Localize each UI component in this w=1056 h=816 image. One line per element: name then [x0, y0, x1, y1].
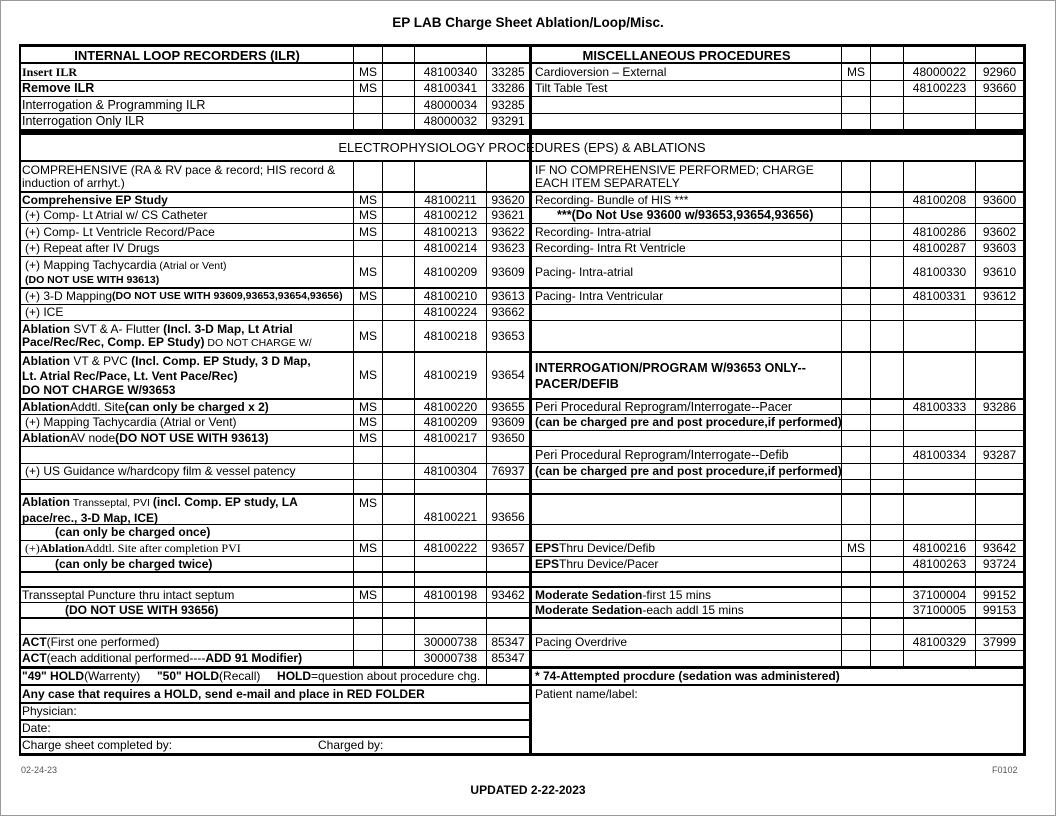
divider	[841, 44, 842, 132]
cpt-code: 93603	[982, 241, 1017, 255]
date-field[interactable]: Date:	[22, 721, 51, 735]
charge-code: 48100221	[423, 510, 478, 524]
footer-date-code: 02-24-23	[21, 765, 58, 775]
ilr-desc: Remove ILR	[22, 81, 95, 95]
mapping-3d: (+) 3-D Mapping (DO NOT USE WITH 93609,93653,93654,93656)	[25, 289, 343, 303]
cpt-code: 93620	[491, 193, 525, 207]
footer-form-code: F0102	[992, 765, 1018, 775]
charged-twice-note: (can only be charged twice)	[55, 557, 213, 571]
ablation-av-node: Ablation AV node (DO NOT USE WITH 93613)	[22, 431, 269, 445]
cpt-code: 93613	[491, 289, 525, 303]
divider	[486, 669, 487, 684]
divider	[841, 160, 842, 666]
divider	[870, 44, 871, 132]
repeat-iv-drugs: (+) Repeat after IV Drugs	[25, 241, 160, 255]
mapping-tachycardia: (+) Mapping Tachycardia (Atrial or Vent) (DO NOT USE WITH 93613)	[25, 258, 227, 286]
charge-code: 48100286	[912, 224, 967, 239]
reprogram-defib: Peri Procedural Reprogram/Interrogate--Defib	[535, 447, 789, 462]
cpt-code: 93657	[491, 541, 525, 555]
ms-flag: MS	[847, 541, 865, 555]
cpt-code: 85347	[491, 635, 525, 649]
cpt-code: 93650	[491, 431, 525, 445]
comp-ep-study: Comprehensive EP Study	[22, 193, 168, 207]
ms-flag: MS	[359, 64, 377, 79]
cpt-code: 93610	[982, 264, 1017, 279]
cpt-code: 85347	[491, 651, 525, 665]
us-guidance: (+) US Guidance w/hardcopy film & vessel patency	[25, 464, 296, 478]
divider	[870, 160, 871, 666]
charge-code: 48100209	[423, 415, 478, 429]
charge-code: 48100330	[912, 264, 967, 279]
charge-code: 37100004	[912, 588, 967, 602]
charge-code: 48100216	[912, 541, 967, 555]
charge-code: 48100218	[423, 328, 478, 343]
ms-flag: MS	[359, 193, 377, 207]
no-comprehensive-note: IF NO COMPREHENSIVE PERFORMED; CHARGE EACH ITEM SEPARATELY	[535, 162, 814, 190]
ablation-addtl-site: Ablation Addtl. Site (can only be charged x 2)	[22, 400, 269, 414]
cpt-code: 93653	[491, 328, 525, 343]
eps-thru-device-pacer: EPS Thru Device/Pacer	[535, 557, 659, 571]
cpt-code: 93642	[982, 541, 1017, 555]
cpt-code: 37999	[982, 635, 1017, 649]
comp-lt-atrial: (+) Comp- Lt Atrial w/ CS Catheter	[25, 208, 208, 222]
cpt-code: 93600	[982, 193, 1017, 207]
ablation-svt: Ablation SVT & A- Flutter (Incl. 3-D Map, Lt Atrial Pace/Rec/Rec, Comp. EP Study) DO NOT CHARGE W/	[22, 322, 312, 349]
cpt-code: 93609	[491, 264, 525, 279]
not-use-93656-note: (DO NOT USE WITH 93656)	[65, 603, 219, 617]
cpt-code: 99153	[982, 603, 1017, 617]
ms-flag: MS	[359, 328, 377, 343]
cpt-code: 33285	[491, 64, 525, 79]
charge-code: 48000034	[423, 97, 478, 112]
pre-post-note: (can be charged pre and post procedure,if performed)	[535, 464, 842, 478]
charge-code: 48100340	[423, 64, 478, 79]
divider	[382, 44, 383, 132]
updated-date: UPDATED 2-22-2023	[470, 783, 586, 797]
reprogram-pacer: Peri Procedural Reprogram/Interrogate--Pacer	[535, 400, 793, 414]
ice: (+) ICE	[25, 305, 64, 319]
ms-flag: MS	[359, 400, 377, 414]
mapping-tachycardia-2: (+) Mapping Tachycardia (Atrial or Vent)	[25, 415, 237, 429]
divider	[19, 617, 1026, 619]
divider	[19, 479, 1026, 480]
ablation-vt: Ablation VT & PVC (Incl. Comp. EP Study, 3 D Map, Lt. Atrial Rec/Pace, Lt. Vent Pace/Rec) DO NOT CHARGE W/93653	[22, 354, 311, 397]
charge-code: 48100287	[912, 241, 967, 255]
charge-code: 48100331	[912, 289, 967, 303]
ms-flag: MS	[359, 541, 377, 555]
physician-field[interactable]: Physician:	[22, 704, 77, 718]
ms-flag: MS	[359, 588, 377, 602]
cpt-code: 93724	[982, 557, 1017, 571]
page-title: EP LAB Charge Sheet Ablation/Loop/Misc.	[392, 15, 664, 30]
charge-code: 48000032	[423, 114, 478, 128]
moderate-sedation-addl: Moderate Sedation -each addl 15 mins	[535, 603, 744, 617]
charge-code: 48100217	[423, 431, 478, 445]
moderate-sedation-first: Moderate Sedation -first 15 mins	[535, 588, 712, 602]
cpt-code: 76937	[491, 464, 525, 478]
charge-code: 48100333	[912, 400, 967, 414]
completed-by-field[interactable]: Charge sheet completed by:	[22, 738, 173, 752]
cpt-code: 93287	[982, 447, 1017, 462]
border	[19, 753, 1026, 756]
charge-code: 48100224	[423, 305, 478, 319]
charge-code: 48100209	[423, 264, 478, 279]
act-first: ACT (First one performed)	[22, 635, 160, 649]
charge-code: 48100220	[423, 400, 478, 414]
interrogation-program-header: INTERROGATION/PROGRAM W/93653 ONLY--PACER/DEFIB	[535, 360, 806, 391]
ms-flag: MS	[359, 208, 377, 222]
ms-flag: MS	[359, 496, 377, 510]
charge-code: 48000022	[912, 64, 967, 79]
comprehensive-note: COMPREHENSIVE (RA & RV pace & record; HIS record & induction of arrhyt.)	[22, 162, 336, 190]
do-not-use-93600-note: ***(Do Not Use 93600 w/93653,93654,93656)	[557, 208, 814, 222]
eps-header: ELECTROPHYSIOLOGY PROCEDURES (EPS) & ABLATIONS	[338, 140, 706, 155]
ablation-pvi-addtl: (+) Ablation Addtl. Site after completion PVI	[25, 541, 241, 555]
cpt-code: 93621	[491, 208, 525, 222]
ms-flag: MS	[359, 431, 377, 445]
cpt-code: 93609	[491, 415, 525, 429]
charge-code: 48100341	[423, 81, 478, 95]
charge-code: 30000738	[423, 651, 478, 665]
charge-code: 48100222	[423, 541, 478, 555]
pacing-overdrive: Pacing Overdrive	[535, 635, 628, 649]
ilr-header: INTERNAL LOOP RECORDERS (ILR)	[74, 47, 300, 63]
charge-code: 48100211	[424, 193, 477, 207]
cpt-code: 92960	[982, 64, 1017, 79]
misc-header: MISCELLANEOUS PROCEDURES	[582, 47, 791, 63]
cpt-code: 33286	[491, 81, 525, 95]
ilr-desc: Interrogation & Programming ILR	[22, 97, 206, 112]
comp-lt-vent: (+) Comp- Lt Ventricle Record/Pace	[25, 224, 215, 239]
charge-code: 48100263	[912, 557, 967, 571]
ms-flag: MS	[359, 289, 377, 303]
cpt-code: 93602	[982, 224, 1017, 239]
pre-post-note: (can be charged pre and post procedure,if performed)	[535, 415, 842, 429]
charge-code: 48100223	[912, 81, 967, 95]
charge-code: 48100304	[423, 464, 478, 478]
act-each: ACT (each additional performed---- ADD 91 Modifier)	[22, 651, 303, 665]
charge-code: 48100329	[912, 635, 967, 649]
charge-code: 48100213	[423, 224, 478, 239]
ms-flag: MS	[359, 264, 377, 279]
charge-code: 37100005	[912, 603, 967, 617]
cpt-code: 93462	[491, 588, 525, 602]
divider	[19, 446, 1026, 447]
recording-bundle-his: Recording- Bundle of HIS ***	[535, 193, 689, 207]
patient-label-field[interactable]: Patient name/label:	[535, 686, 638, 701]
cpt-code: 99152	[982, 588, 1017, 602]
ms-flag: MS	[359, 415, 377, 429]
hold-codes-legend: "49" HOLD (Warrenty) "50" HOLD (Recall) HOLD =question about procedure chg.	[22, 669, 481, 683]
eps-thru-device-defib: EPS Thru Device/Defib	[535, 541, 656, 555]
charge-code: 48100219	[423, 368, 478, 382]
recording-intra-rt-ventricle: Recording- Intra Rt Ventricle	[535, 241, 686, 255]
cpt-code: 93655	[491, 400, 525, 414]
pacing-intra-ventricular: Pacing- Intra Ventricular	[535, 289, 664, 303]
charge-code: 48100208	[912, 193, 967, 207]
charge-code: 48100214	[423, 241, 478, 255]
ms-flag: MS	[359, 81, 377, 95]
cpt-code: 93656	[491, 510, 525, 524]
ilr-desc: Insert ILR	[22, 64, 78, 79]
cpt-code: 93662	[491, 305, 525, 319]
charge-code: 48100210	[423, 289, 478, 303]
cpt-code: 93285	[491, 97, 525, 112]
cpt-code: 93623	[491, 241, 525, 255]
cpt-code: 93660	[982, 81, 1017, 95]
pacing-intra-atrial: Pacing- Intra-atrial	[535, 264, 634, 279]
cpt-code: 93286	[982, 400, 1017, 414]
charge-sheet-table	[19, 44, 1026, 756]
misc-desc: Cardioversion – External	[535, 64, 667, 79]
charge-code: 48100334	[912, 447, 967, 462]
charged-by-field[interactable]: Charged by:	[318, 738, 384, 752]
divider	[382, 160, 383, 666]
recording-intra-atrial: Recording- Intra-atrial	[535, 224, 652, 239]
misc-desc: Tilt Table Test	[535, 81, 608, 95]
cpt-code: 93291	[491, 114, 525, 128]
attempted-procedure-note: * 74-Attempted procdure (sedation was administered)	[535, 669, 840, 683]
transseptal-puncture: Transseptal Puncture thru intact septum	[22, 588, 235, 602]
ms-flag: MS	[359, 224, 377, 239]
cpt-code: 93654	[491, 368, 525, 382]
charge-code: 30000738	[423, 635, 478, 649]
ms-flag: MS	[359, 368, 377, 382]
red-folder-note: Any case that requires a HOLD, send e-mail and place in RED FOLDER	[22, 686, 425, 701]
cpt-code: 93612	[982, 289, 1017, 303]
divider	[19, 571, 1026, 573]
ablation-pvi: Ablation Transseptal, PVI (incl. Comp. EP study, LA pace/rec., 3-D Map, ICE)	[22, 495, 298, 524]
ms-flag: MS	[847, 64, 865, 79]
ilr-desc: Interrogation Only ILR	[22, 114, 145, 128]
charge-code: 48100198	[423, 588, 478, 602]
charged-once-note: (can only be charged once)	[55, 525, 211, 539]
cpt-code: 93622	[491, 224, 525, 239]
charge-code: 48100212	[423, 208, 478, 222]
